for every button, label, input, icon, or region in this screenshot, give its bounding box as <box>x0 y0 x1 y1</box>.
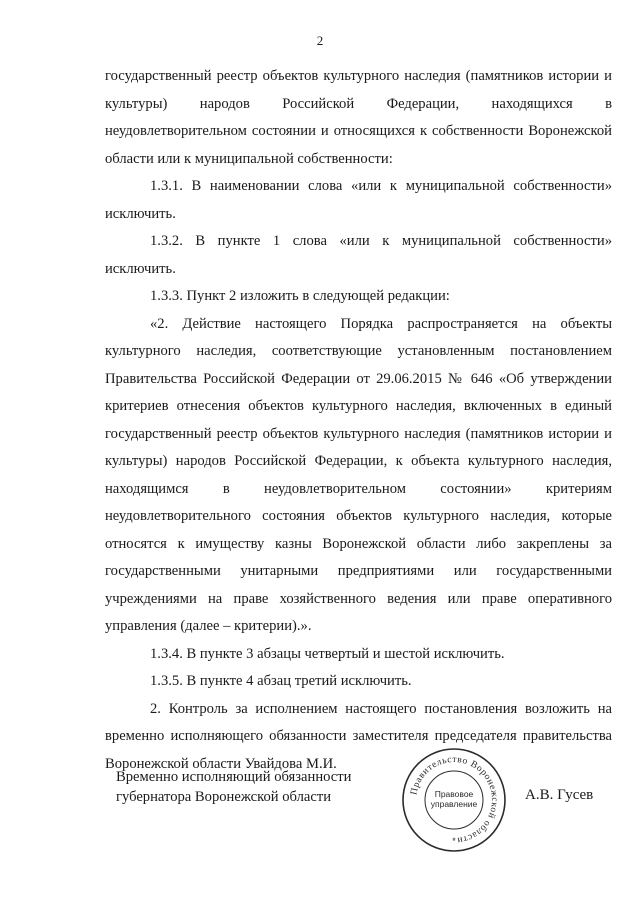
seal-inner-text-1: Правовое <box>434 789 474 799</box>
page-number: 2 <box>316 33 324 48</box>
seal-outer-text: Правительство Воронежской области <box>409 754 500 845</box>
seal-star-icon: * <box>452 836 456 846</box>
paragraph-1-3-1: 1.3.1. В наименовании слова «или к муниципальной собственности» исключить. <box>105 178 612 222</box>
signature-position-line-1: Временно исполняющий обязанности <box>116 769 352 785</box>
paragraph-item-2-control: 2. Контроль за исполнением настоящего постановления возложить на временно исполняющего обязанности заместителя председателя правительства Воронежской области Увайдова М.И. <box>105 700 612 772</box>
paragraph-quoted-item-2: «2. Действие настоящего Порядка распространяется на объекты культурного наследия, соответствующие установленным постановлением Правительства Российской Федерации от 29.06.2015 № 646 «Об утверждении критериев отнесения объектов культурного наследия, включенных в единый государственный реестр объектов культурного наследия (памятников истории и культуры) народов Российской Федерации, к объекта культурного наследия, находящимся в неудовлетворительном состоянии» критериям неудовлетворительного состояния объектов культурного наследия, которые относятся к имуществу казны Воронежской области либо закреплены за государственными унитарными предприятиями или государственными учреждениями на праве хозяйственного ведения или праве оперативного управления (далее – критерии).». <box>105 315 612 634</box>
signature-position-line-2: губернатора Воронежской области <box>116 789 332 805</box>
signatory-name: А.В. Гусев <box>525 787 594 803</box>
paragraph-1-3-4: 1.3.4. В пункте 3 абзацы четвертый и шестой исключить. <box>150 645 505 662</box>
document-body <box>105 63 612 778</box>
signature-position <box>116 767 351 807</box>
paragraph-intro: государственный реестр объектов культурного наследия (памятников истории и культуры) народов Российской Федерации, находящихся в неудовлетворительном состоянии и относящихся к собственности Воронежской области или к муниципальной собственности: <box>105 68 612 167</box>
paragraph-1-3-2: 1.3.2. В пункте 1 слова «или к муниципальной собственности» исключить. <box>105 233 612 277</box>
seal-inner-text-2: управление <box>430 799 478 809</box>
paragraph-1-3-5: 1.3.5. В пункте 4 абзац третий исключить. <box>150 673 412 689</box>
official-seal-stamp <box>400 746 508 854</box>
paragraph-1-3-3: 1.3.3. Пункт 2 изложить в следующей редакции: <box>150 288 450 304</box>
